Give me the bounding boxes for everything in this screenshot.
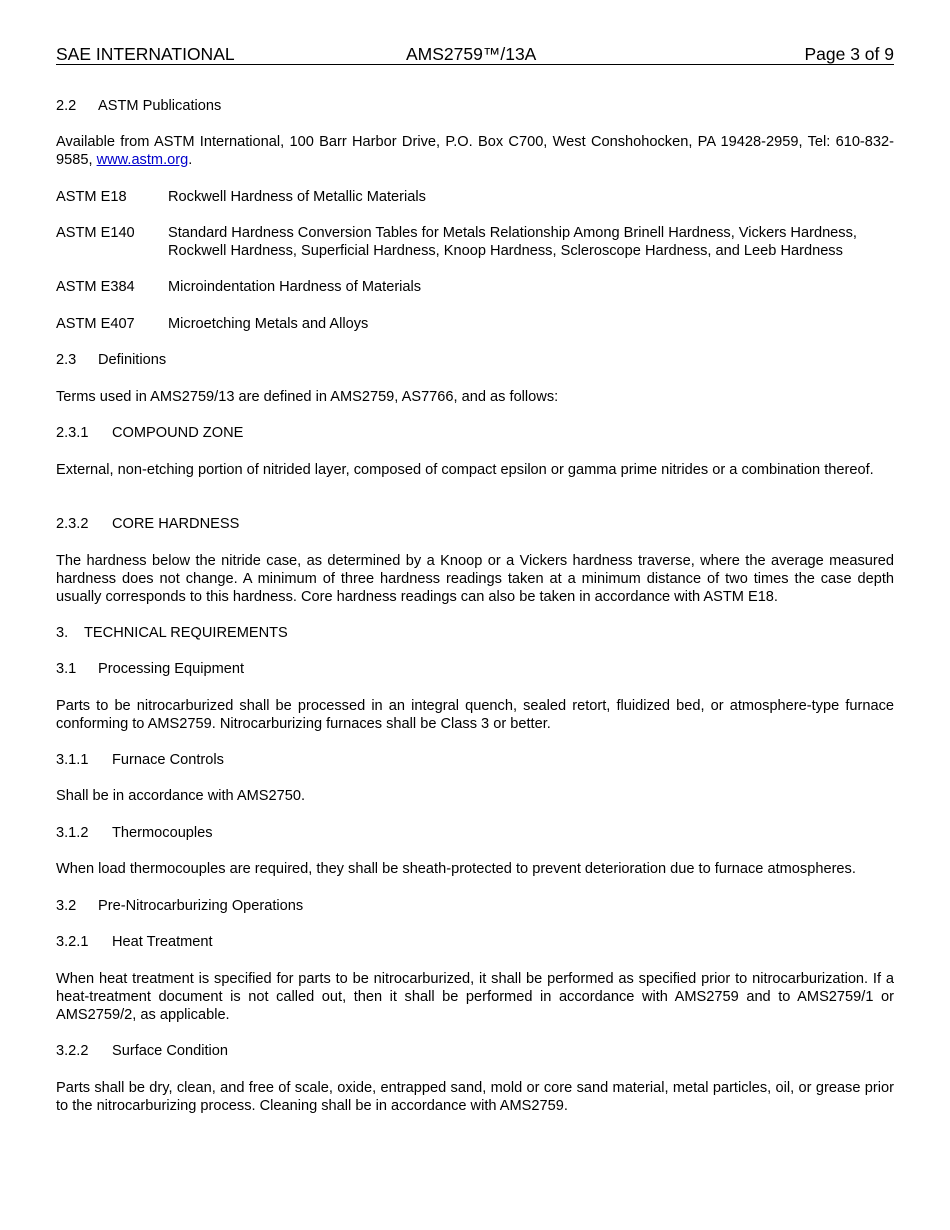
section-number: 2.3.1 [56,425,89,441]
section-heading-3-2 [56,897,894,915]
reference-code: ASTM E384 [56,279,135,295]
section-heading-3-1-1 [56,751,894,769]
section-number: 3.1.1 [56,752,89,768]
section-heading-2-3 [56,351,894,369]
section-number: 2.3.2 [56,516,89,532]
astm-availability-paragraph [56,133,894,169]
reference-item [56,278,894,296]
definitions-intro: Terms used in AMS2759/13 are defined in AMS2759, AS7766, and as follows: [56,389,559,405]
header-org: SAE INTERNATIONAL [56,44,235,64]
section-heading-3-2-2 [56,1042,894,1060]
furnace-controls-paragraph: Shall be in accordance with AMS2750. [56,788,306,804]
section-heading-3-2-1 [56,933,894,951]
section-title: Furnace Controls [112,752,224,768]
page-header [56,44,894,65]
section-heading-3 [56,624,894,642]
section-number: 2.3 [56,352,77,368]
header-page-number: Page 3 of 9 [804,44,894,64]
section-title: Surface Condition [112,1043,229,1059]
reference-item [56,188,894,206]
processing-equipment-paragraph: Parts to be nitrocarburized shall be processed in an integral quench, sealed retort, fluidized bed, or atmosphere-type furnace conforming to AMS2759. Nitrocarburizing furnaces shall be Class 3 or better. [56,698,894,732]
reference-item [56,315,894,333]
compound-zone-paragraph: External, non-etching portion of nitrided layer, composed of compact epsilon or gamma prime nitrides or a combination thereof. [56,462,874,478]
astm-website-link[interactable]: www.astm.org [96,152,189,168]
section-number: 3. [56,625,69,641]
reference-description: Standard Hardness Conversion Tables for Metals Relationship Among Brinell Hardness, Vickers Hardness, Rockwell Hardness, Superficial Hardness, Knoop Hardness, Scleroscope Hardness, and Leeb Hardness [168,225,857,259]
section-number: 3.2.2 [56,1043,89,1059]
section-heading-3-1-2 [56,824,894,842]
reference-description: Microetching Metals and Alloys [168,316,369,332]
section-number: 3.1.2 [56,825,89,841]
section-title: TECHNICAL REQUIREMENTS [84,625,288,641]
surface-condition-paragraph: Parts shall be dry, clean, and free of scale, oxide, entrapped sand, mold or core sand material, metal particles, oil, or grease prior to the nitrocarburizing process. Cleaning shall be in accordance with AMS2759. [56,1080,894,1114]
core-hardness-paragraph: The hardness below the nitride case, as determined by a Knoop or a Vickers hardness traverse, where the average measured hardness does not change. A minimum of three hardness readings taken at a minimum distance of two times the case depth usually corresponds to this hardness. Core hardness readings can also be taken in accordance with ASTM E18. [56,553,894,605]
section-number: 2.2 [56,98,77,114]
section-heading-2-2 [56,97,894,115]
section-title: Definitions [98,352,167,368]
section-title: CORE HARDNESS [112,516,240,532]
astm-availability-end: . [188,152,193,168]
section-number: 3.2.1 [56,934,89,950]
section-title: Heat Treatment [112,934,213,950]
reference-code: ASTM E140 [56,225,135,241]
section-title: Thermocouples [112,825,213,841]
reference-code: ASTM E18 [56,189,127,205]
heat-treatment-paragraph: When heat treatment is specified for parts to be nitrocarburized, it shall be performed as specified prior to nitrocarburization. If a heat-treatment document is not called out, then it shall be performed in accordance with AMS2759 and to AMS2759/1 or AMS2759/2, as applicable. [56,971,894,1023]
astm-availability-text: Available from ASTM International, 100 Barr Harbor Drive, P.O. Box C700, West Conshohocken, PA 19428-2959, Tel: 610-832-9585, [56,134,894,168]
section-title: COMPOUND ZONE [112,425,244,441]
header-doc-id: AMS2759™/13A [406,44,537,64]
reference-code: ASTM E407 [56,316,135,332]
section-number: 3.1 [56,661,77,677]
section-heading-3-1 [56,660,894,678]
reference-description: Rockwell Hardness of Metallic Materials [168,189,426,205]
thermocouples-paragraph: When load thermocouples are required, they shall be sheath-protected to prevent deterioration due to furnace atmospheres. [56,861,856,877]
section-title: Pre-Nitrocarburizing Operations [98,898,304,914]
section-title: ASTM Publications [98,98,222,114]
section-number: 3.2 [56,898,77,914]
section-title: Processing Equipment [98,661,245,677]
reference-item [56,224,894,260]
reference-description: Microindentation Hardness of Materials [168,279,422,295]
section-heading-2-3-2 [56,515,894,533]
section-heading-2-3-1 [56,424,894,442]
